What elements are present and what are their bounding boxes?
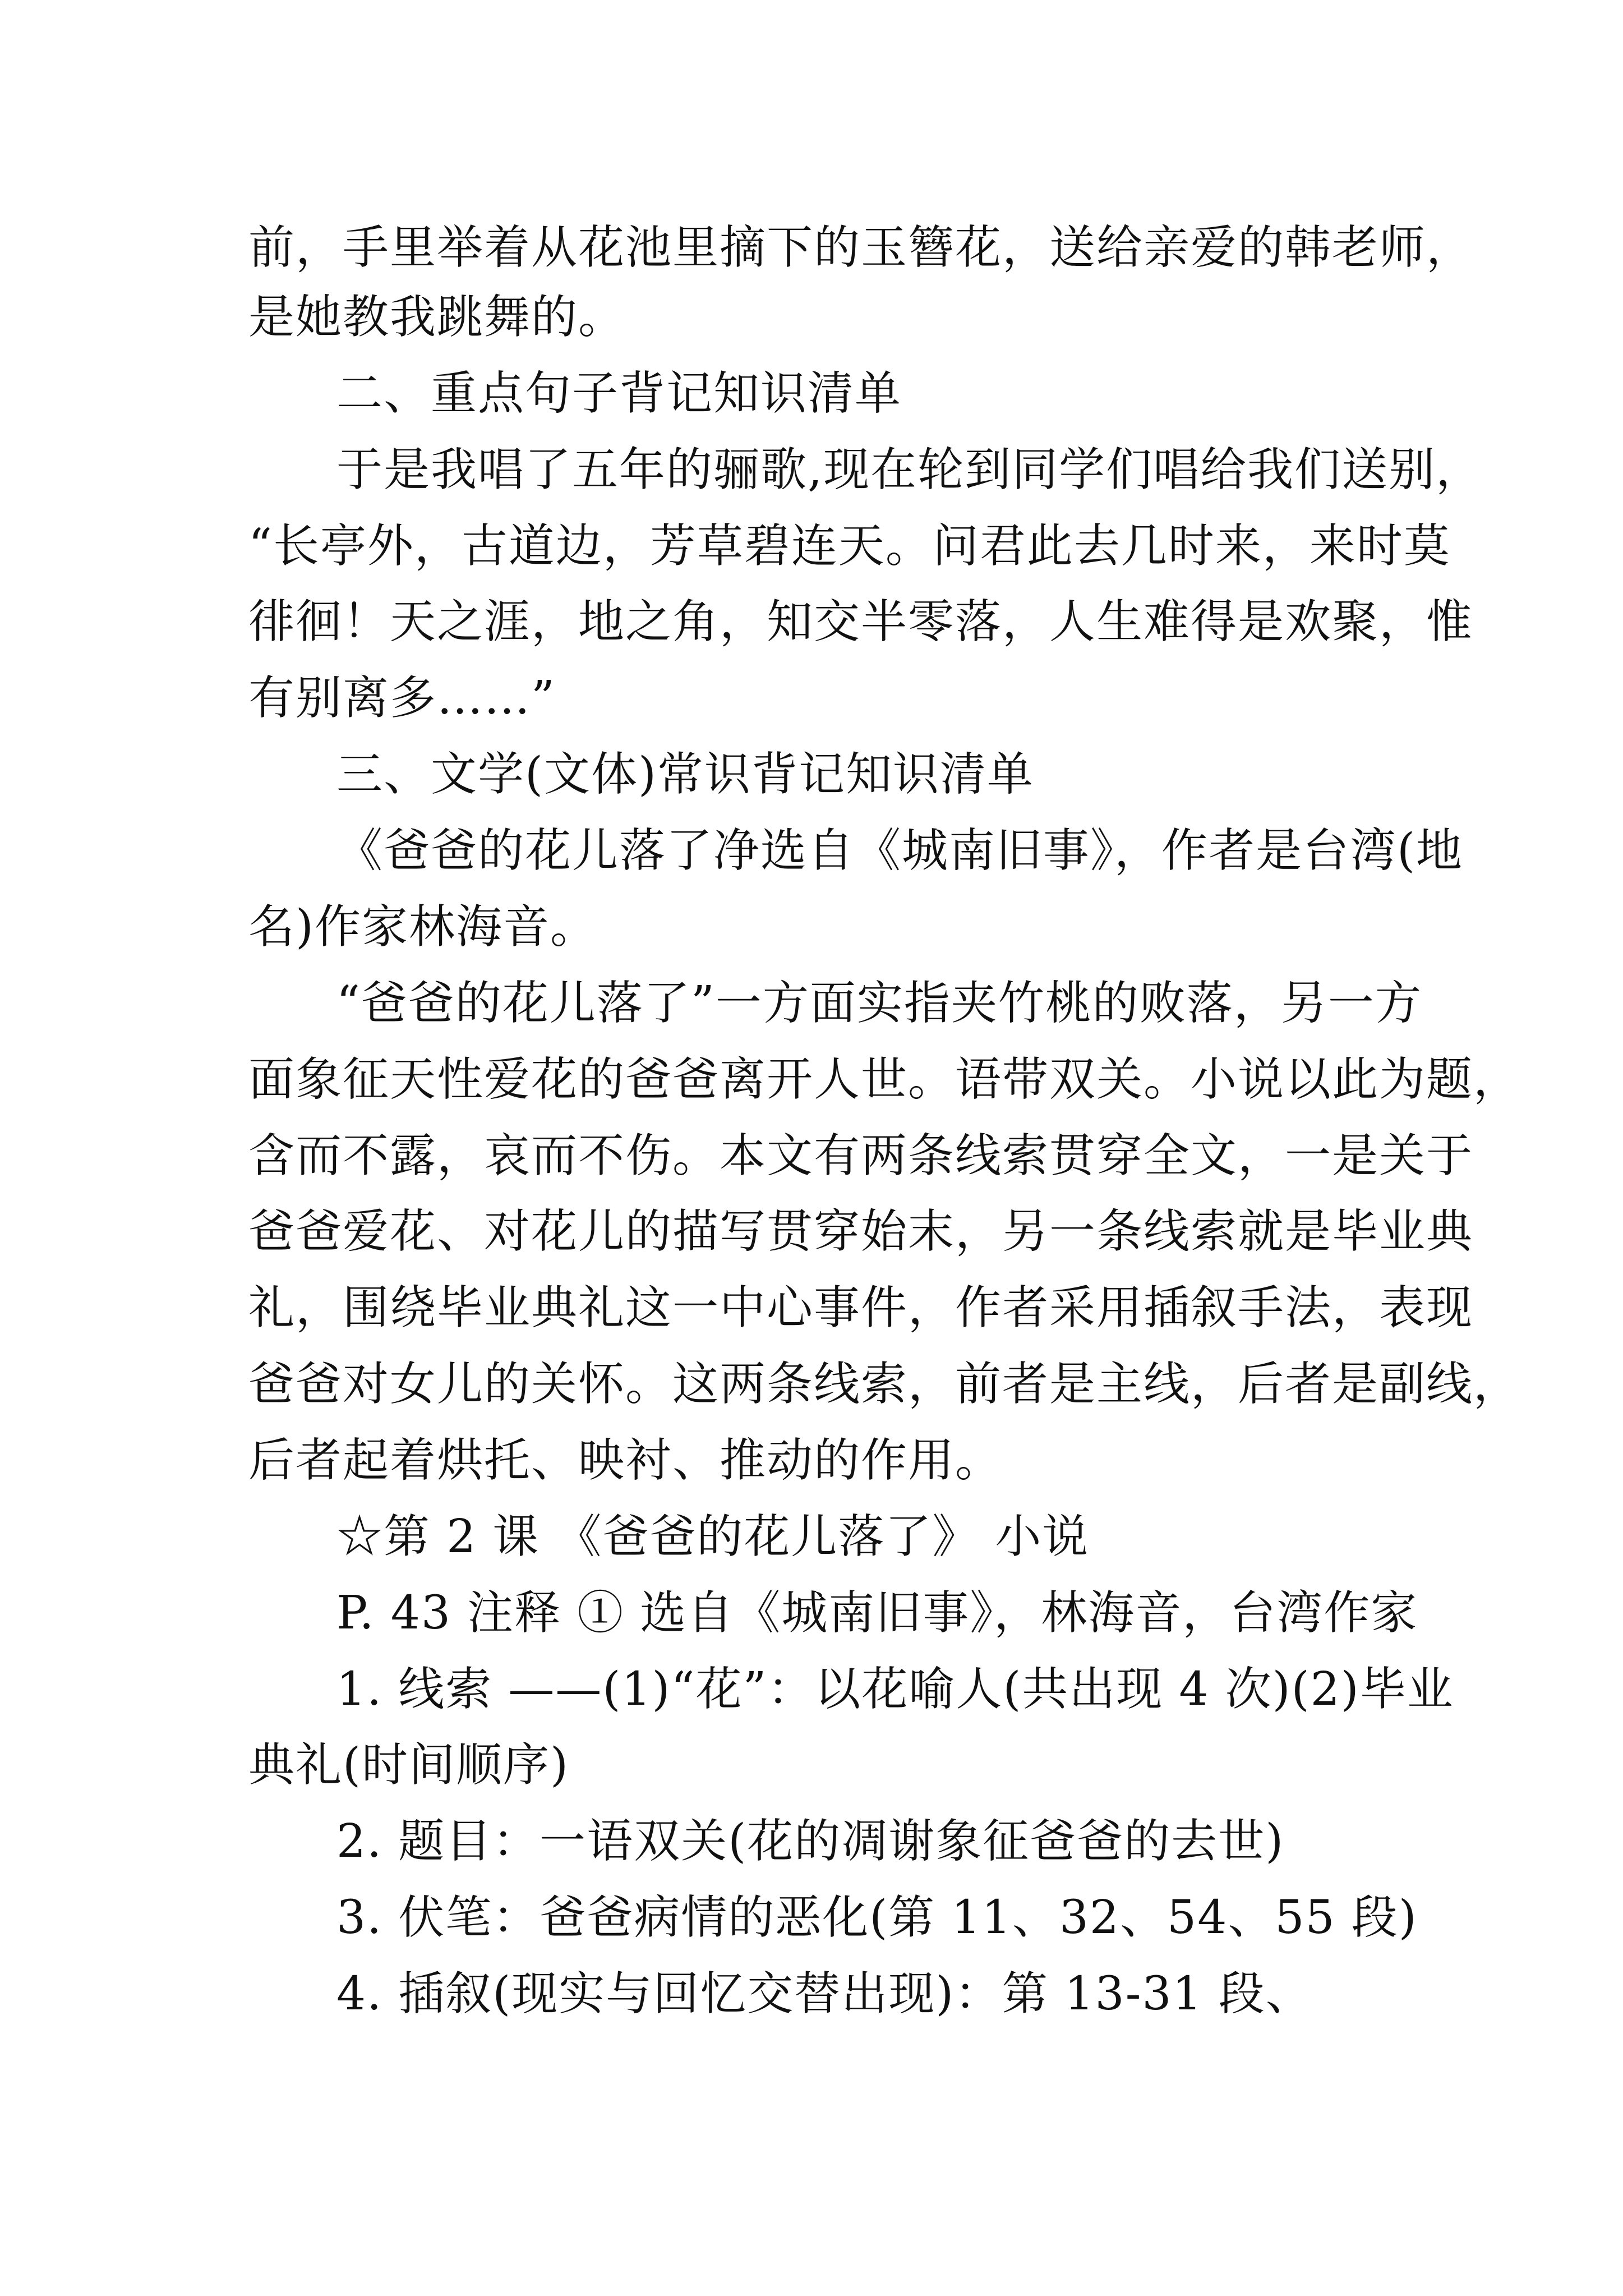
list-item: 3. 伏笔：爸爸病情的恶化(第 11、32、54、55 段) xyxy=(336,1891,1418,1944)
list-item: 2. 题目：一语双关(花的凋谢象征爸爸的去世) xyxy=(336,1815,1285,1868)
text-line: 有别离多……” xyxy=(248,671,556,725)
text-line: 《爸爸的花儿落了净选自《城南旧事》，作者是台湾(地 xyxy=(336,824,1463,877)
text-line: 名)作家林海音。 xyxy=(248,900,597,954)
text-line: “长亭外，古道边，芳草碧连天。问君此去几时来，来时莫 xyxy=(248,519,1451,573)
section-heading: 三、文学(文体)常识背记知识清单 xyxy=(336,748,1034,801)
list-item: 1. 线索 ——(1)“花”：以花喻人(共出现 4 次)(2)毕业 xyxy=(336,1663,1454,1716)
text-line: 爸爸爱花、对花儿的描写贯穿始末，另一条线索就是毕业典 xyxy=(248,1205,1474,1258)
lesson-heading: ☆第 2 课 《爸爸的花儿落了》 小说 xyxy=(336,1510,1090,1563)
text-line: 于是我唱了五年的骊歌,现在轮到同学们唱给我们送别， xyxy=(336,443,1483,496)
text-line: 是她教我跳舞的。 xyxy=(248,291,626,344)
text-line: 含而不露，哀而不伤。本文有两条线索贯穿全文，一是关于 xyxy=(248,1129,1474,1182)
text-line: P. 43 注释 ① 选自《城南旧事》，林海音，台湾作家 xyxy=(336,1586,1418,1640)
section-heading: 二、重点句子背记知识清单 xyxy=(336,367,902,420)
text-line: 后者起着烘托、映衬、推动的作用。 xyxy=(248,1434,1003,1487)
text-line: “爸爸的花儿落了”一方面实指夹竹桃的败落，另一方 xyxy=(336,977,1422,1030)
text-line: 爸爸对女儿的关怀。这两条线索，前者是主线，后者是副线， xyxy=(248,1358,1521,1411)
text-line: 典礼(时间顺序) xyxy=(248,1738,569,1792)
text-line: 前，手里举着从花池里摘下的玉簪花，送给亲爱的韩老师， xyxy=(248,221,1474,274)
list-item: 4. 插叙(现实与回忆交替出现)：第 13-31 段、 xyxy=(336,1967,1313,2021)
text-line: 礼，围绕毕业典礼这一中心事件，作者采用插叙手法，表现 xyxy=(248,1281,1474,1335)
text-line: 面象征天性爱花的爸爸离开人世。语带双关。小说以此为题， xyxy=(248,1053,1521,1106)
text-line: 徘徊！天之涯，地之角，知交半零落，人生难得是欢聚，惟 xyxy=(248,595,1474,648)
